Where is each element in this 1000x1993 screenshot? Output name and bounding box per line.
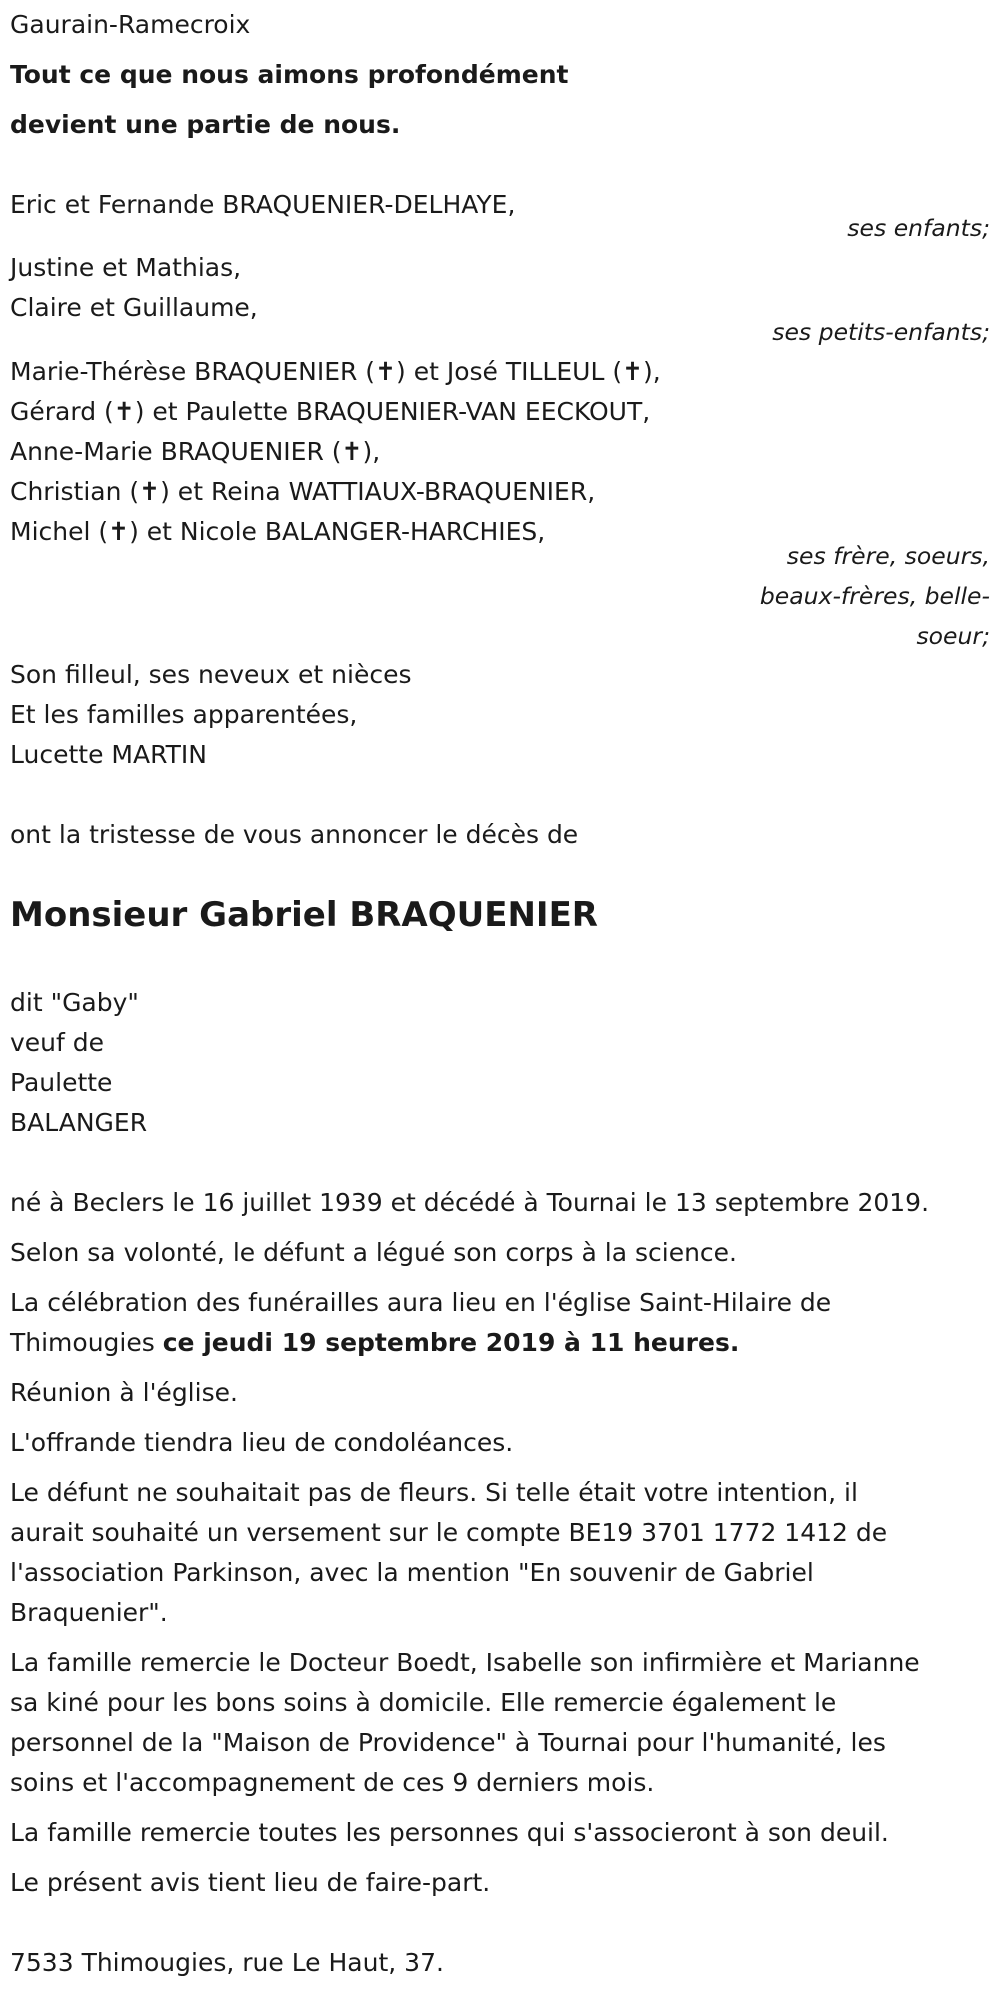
sibling-line-3: Anne-Marie BRAQUENIER (✝), (10, 437, 381, 466)
quote-line-2: devient une partie de nous. (10, 110, 401, 139)
ceremony-date: ce jeudi 19 septembre 2019 à 11 heures. (162, 1328, 740, 1357)
ceremony-line-2 (10, 1323, 739, 1363)
location: Gaurain-Ramecroix (10, 10, 251, 39)
flowers-line-1: Le défunt ne souhaitait pas de fleurs. Si telle était votre intention, il (10, 1478, 858, 1507)
obituary-content (10, 0, 990, 1993)
ceremony-line-1: La célébration des funérailles aura lieu en l'église Saint-Hilaire de (10, 1288, 832, 1317)
quote-line-1: Tout ce que nous aimons profondément (10, 60, 569, 89)
children-role: ses enfants; (847, 214, 990, 242)
flowers-line-2: aurait souhaité un versement sur le compte BE19 3701 1772 1412 de (10, 1518, 888, 1547)
grandchildren-role: ses petits-enfants; (772, 318, 990, 346)
siblings-role-2: beaux-frères, belle- (759, 582, 990, 610)
others-line-2: Et les familles apparentées, (10, 700, 358, 729)
sibling-line-5: Michel (✝) et Nicole BALANGER-HARCHIES, (10, 517, 546, 546)
thanks-care-line-2: sa kiné pour les bons soins à domicile. Elle remercie également le (10, 1688, 837, 1717)
deceased-detail-2: veuf de (10, 1028, 105, 1057)
thanks-care-line-1: La famille remercie le Docteur Boedt, Isabelle son infirmière et Marianne (10, 1648, 920, 1677)
offering-text: L'offrande tiendra lieu de condoléances. (10, 1428, 514, 1457)
sibling-line-4: Christian (✝) et Reina WATTIAUX-BRAQUENIER, (10, 477, 596, 506)
sibling-line-2: Gérard (✝) et Paulette BRAQUENIER-VAN EECKOUT, (10, 397, 651, 426)
flowers-line-3: l'association Parkinson, avec la mention "En souvenir de Gabriel (10, 1558, 814, 1587)
birth-death-text: né à Beclers le 16 juillet 1939 et décédé à Tournai le 13 septembre 2019. (10, 1188, 930, 1217)
science-text: Selon sa volonté, le défunt a légué son corps à la science. (10, 1238, 737, 1267)
siblings-role-1: ses frère, soeurs, (786, 542, 990, 570)
address-text: 7533 Thimougies, rue Le Haut, 37. (10, 1948, 444, 1977)
thanks-care-line-4: soins et l'accompagnement de ces 9 derniers mois. (10, 1768, 655, 1797)
reunion-text: Réunion à l'église. (10, 1378, 238, 1407)
notice-text: Le présent avis tient lieu de faire-part. (10, 1868, 491, 1897)
sibling-line-1: Marie-Thérèse BRAQUENIER (✝) et José TILLEUL (✝), (10, 357, 661, 386)
others-line-3: Lucette MARTIN (10, 740, 207, 769)
grandchildren-name-1: Justine et Mathias, (10, 253, 242, 282)
announce-text: ont la tristesse de vous annoncer le décès de (10, 820, 579, 849)
ceremony-place: Thimougies (10, 1328, 163, 1357)
deceased-detail-3: Paulette (10, 1068, 113, 1097)
deceased-name: Monsieur Gabriel BRAQUENIER (10, 895, 598, 935)
thanks-all-text: La famille remercie toutes les personnes qui s'associeront à son deuil. (10, 1818, 889, 1847)
deceased-detail-4: BALANGER (10, 1108, 148, 1137)
siblings-role-3: soeur; (916, 622, 990, 650)
grandchildren-name-2: Claire et Guillaume, (10, 293, 258, 322)
thanks-care-line-3: personnel de la "Maison de Providence" à Tournai pour l'humanité, les (10, 1728, 886, 1757)
children-names: Eric et Fernande BRAQUENIER-DELHAYE, (10, 190, 516, 219)
flowers-line-4: Braquenier". (10, 1598, 168, 1627)
deceased-detail-1: dit "Gaby" (10, 988, 139, 1017)
others-line-1: Son filleul, ses neveux et nièces (10, 660, 412, 689)
